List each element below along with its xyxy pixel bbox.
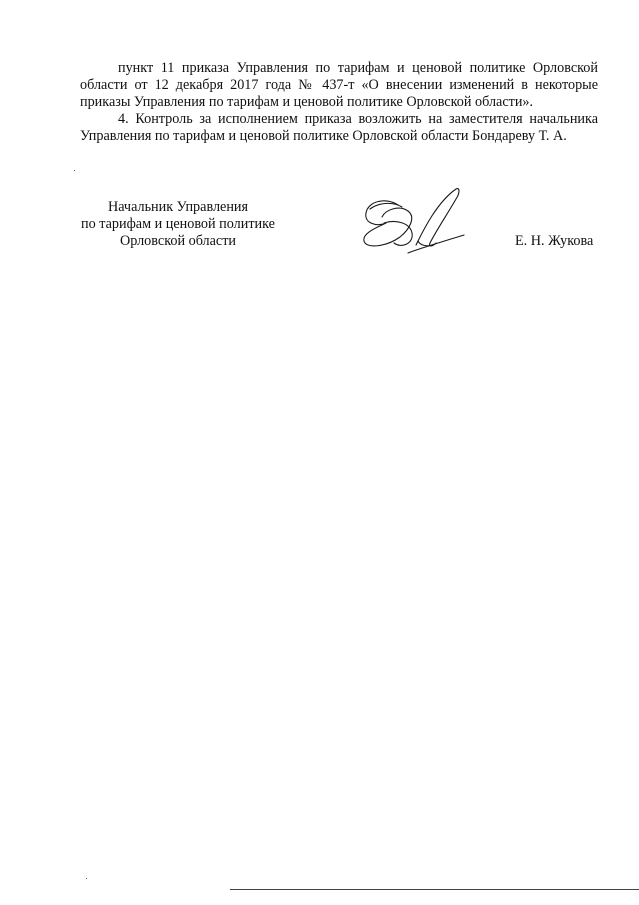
- paragraph-continuation: пункт 11 приказа Управления по тарифам и ценовой политике Орловской области от 12 декабря 2017 года № 437-т «О внесении изменений в некоторые приказы Управления по тарифам и ценовой политике Орловской области».: [80, 60, 598, 110]
- position-line-3: Орловской области: [119, 233, 237, 249]
- signer-name: Е. Н. Жукова: [515, 233, 594, 249]
- paragraph-4-control: 4. Контроль за исполнением приказа возложить на заместителя начальника Управления по тарифам и ценовой политике Орловской области Бондареву Т. А.: [80, 111, 598, 144]
- document-body: [80, 60, 598, 145]
- position-line-1: Начальник Управления: [107, 199, 249, 215]
- scan-speck: [74, 170, 75, 171]
- scan-speck: [86, 878, 87, 879]
- signature-position-block: [72, 199, 284, 250]
- footer-rule: [230, 889, 639, 890]
- handwritten-signature: [356, 183, 476, 263]
- position-line-2: по тарифам и ценовой политике: [81, 216, 275, 232]
